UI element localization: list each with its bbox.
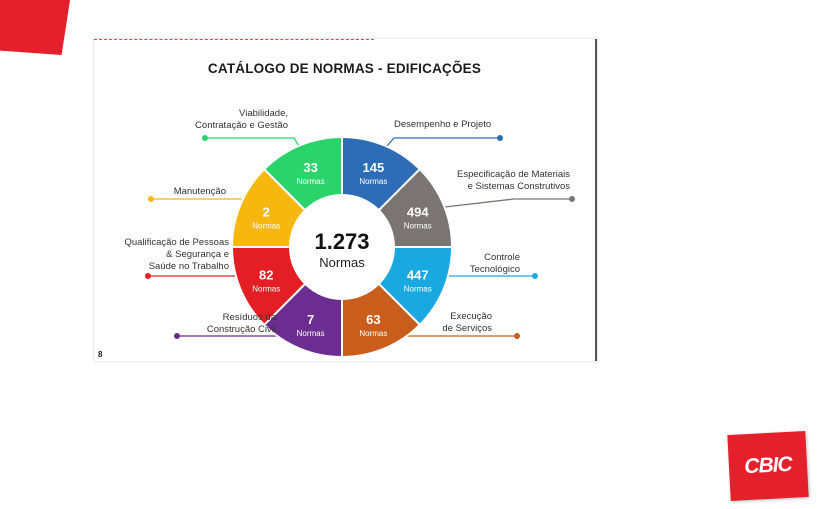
segment-label-controle: Controle Tecnológico [469,252,520,275]
center-label: Normas [319,255,365,270]
leader-dot [569,196,575,202]
leader-dot [148,196,154,202]
presentation-slide [94,39,597,361]
leader-dot [174,333,180,339]
segment-label-execucao: Execução de Serviços [442,311,492,334]
segment-value: 63 [366,311,381,327]
segment-value: 7 [307,311,315,327]
leader-dot [532,273,538,279]
segment-value: 494 [406,204,429,220]
leader-line [436,199,572,208]
segment-label-qualificacao: Qualificação de Pessoas & Segurança e Saúde no Trabalho [124,237,229,272]
segment-unit: Normas [252,221,281,231]
corner-decoration [0,0,70,55]
chart-title: CATÁLOGO DE NORMAS - EDIFICAÇÕES [207,61,482,76]
leader-line [151,199,254,208]
segment-unit: Normas [296,177,325,187]
segment-label-viabilidade: Viabilidade, Contratação e Gestão [195,108,288,131]
leader-dot [145,273,151,279]
slide-page-number: 8 [98,350,103,359]
leader-dot [202,135,208,141]
segment-value: 82 [259,267,274,283]
segment-unit: Normas [403,221,432,231]
segment-value: 33 [303,160,318,176]
center-total: 1.273 [314,229,370,254]
cbic-logo: CBIC [727,431,808,501]
segment-unit: Normas [403,284,432,294]
leader-line [148,276,248,286]
segment-unit: Normas [252,284,281,294]
segment-label-manutencao: Manutenção [173,186,226,197]
segment-value: 447 [406,267,429,283]
leader-dot [497,135,503,141]
segment-unit: Normas [296,328,325,338]
segment-label-residuos: Resíduos da Construção Civil [206,312,276,335]
segment-label-desempenho: Desempenho e Projeto [394,119,492,130]
leader-dot [514,333,520,339]
segment-label-especificacao: Especificação de Materiais e Sistemas Construtivos [457,169,570,192]
segment-unit: Normas [359,177,388,187]
segment-unit: Normas [359,328,388,338]
segment-value: 2 [262,204,270,220]
donut-chart [94,39,595,361]
leader-line [381,138,500,153]
segment-value: 145 [362,160,385,176]
